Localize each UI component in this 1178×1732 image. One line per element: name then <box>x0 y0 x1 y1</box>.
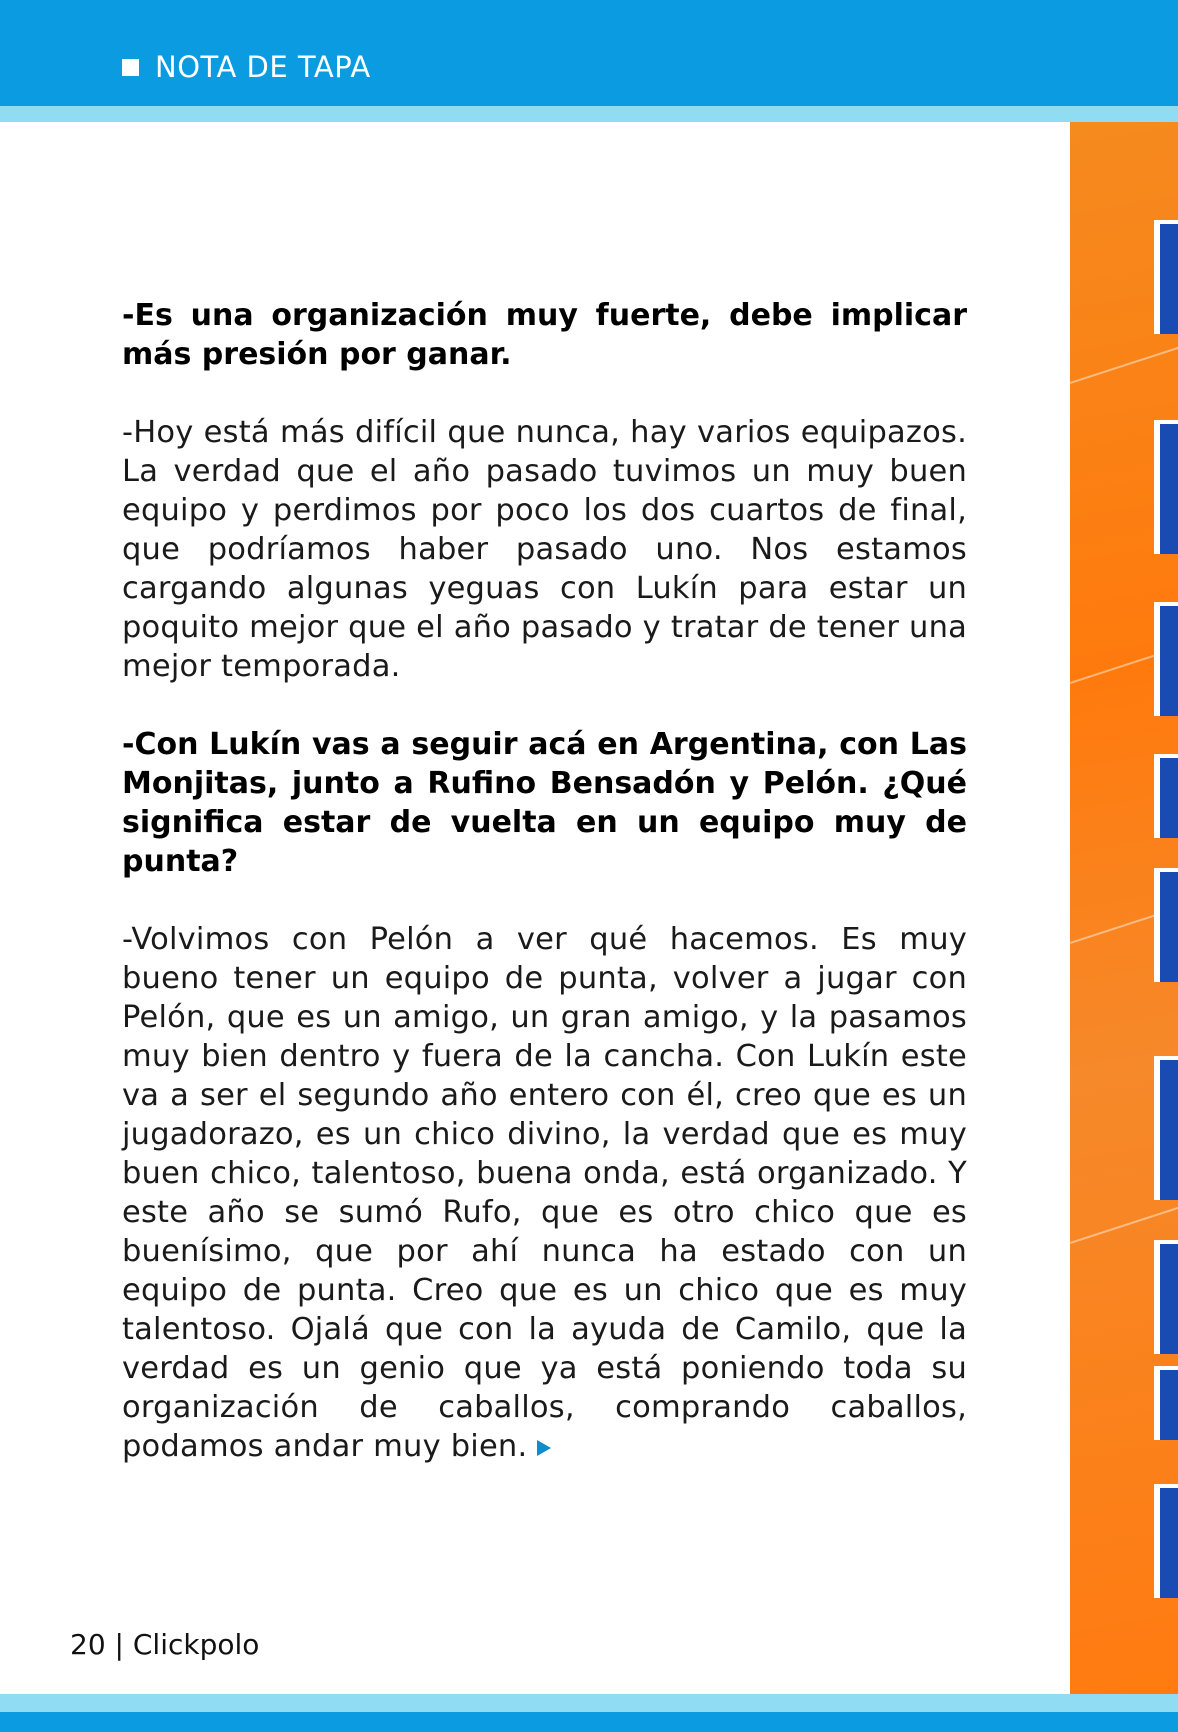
stand-panel-shape <box>1154 602 1178 716</box>
section-label-text: NOTA DE TAPA <box>155 50 371 84</box>
stand-panel-shape <box>1154 1366 1178 1440</box>
section-label <box>122 50 371 84</box>
light-streak <box>1070 1199 1178 1244</box>
interview-question: -Es una organización muy fuerte, debe implicar más presión por ganar. <box>122 298 967 372</box>
stand-panel-shape <box>1154 420 1178 554</box>
square-bullet-icon <box>122 59 139 76</box>
interview-answer-final <box>122 920 967 1466</box>
stand-panel-shape <box>1154 1240 1178 1354</box>
stand-panel-shape <box>1154 1056 1178 1200</box>
interview-answer-text: -Volvimos con Pelón a ver qué hacemos. Es muy bueno tener un equipo de punta, volver a jugar con Pelón, que es un amigo, un gran amigo, y la pasamos muy bien dentro y fuera de la cancha. Con Lukín este va a ser el segundo año entero con él, creo que es un jugadorazo, es un chico divino, la verdad que es muy buen chico, talentoso, buena onda, está organizado. Y este año se sumó Rufo, que es otro chico que es buenísimo, que por ahí nunca ha estado con un equipo de punta. Creo que es un chico que es muy talentoso. Ojalá que con la ayuda de Camilo, que la verdad es un genio que ya está poniendo toda su organización de caballos, comprando caballos, podamos andar muy bien. <box>122 922 967 1464</box>
page-folio: 20 | Clickpolo <box>70 1628 260 1661</box>
article-body <box>122 296 967 1505</box>
interview-answer: -Hoy está más difícil que nunca, hay varios equipazos. La verdad que el año pasado tuvimos un muy buen equipo y perdimos por poco los dos cuartos de final, que podríamos haber pasado uno. Nos estamos cargando algunas yeguas con Lukín para estar un poquito mejor que el año pasado y tratar de tener una mejor temporada. <box>122 415 967 684</box>
stand-panel-shape <box>1154 868 1178 982</box>
stand-panel-shape <box>1154 220 1178 334</box>
stand-panel-shape <box>1154 1484 1178 1598</box>
header-stripe <box>0 106 1178 122</box>
side-photo-strip <box>1070 122 1178 1696</box>
footer-bar <box>0 1712 1178 1732</box>
footer-stripe <box>0 1694 1178 1712</box>
stand-panel-shape <box>1154 754 1178 838</box>
interview-question: -Con Lukín vas a seguir acá en Argentina, con Las Monjitas, junto a Rufino Bensadón y Pelón. ¿Qué significa estar de vuelta en un equipo muy de punta? <box>122 727 967 879</box>
play-arrow-icon <box>537 1440 551 1456</box>
light-streak <box>1070 339 1178 384</box>
